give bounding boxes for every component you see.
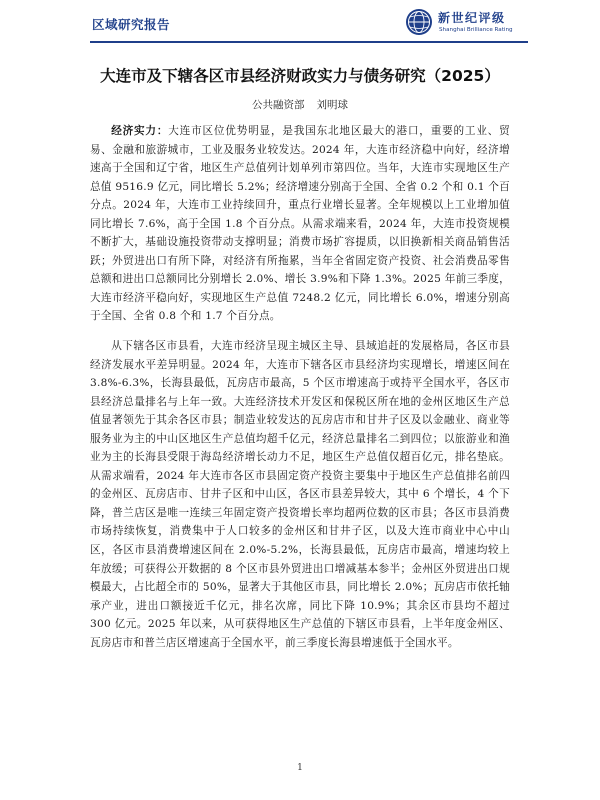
paragraph-text: 大连市区位优势明显，是我国东北地区最大的港口，重要的工业、贸易、金融和旅游城市，工业及服务业较发达。2024 年，大连市经济稳中向好，经济增速高于全国和辽宁省，地区生产总值列计划单列市第四位。当年，大连市实现地区生产总值 9516.9 亿元，同比增长 5.2%；经济增速分别高于全国、全省 0.2 个和 0.1 个百分点。2024 年，大连市工业持续回升，重点行业增长显著。全年规模以上工业增加值同比增长 7.6%，高于全国 1.8 个百分点。从需求端来看，2024 年，大连市投资规模不断扩大，基础设施投资带动支撑明显；消费市场扩容提质，以旧换新相关商品销售活跃；外贸进出口有所下降，对经济有所拖累，当年全省固定资产投资、社会消费品零售总额和进出口总额同比分别增长 2.0%、增长 3.9%和下降 1.3%。2025 年前三季度，大连市经济平稳向好，实现地区生产总值 7248.2 亿元，同比增长 6.0%，增速分别高于全国、全省 0.8 个和 1.7 个百分点。 [90,125,511,323]
paragraph-economic-strength [90,122,510,326]
author-line [0,97,600,112]
paragraph-district-overview [90,337,510,652]
header-divider [90,41,528,43]
department-name: 公共融资部 [252,99,305,111]
paragraph-lead: 经济实力： [111,125,169,137]
section-label: 区域研究报告 [92,17,171,32]
logo-chinese-name: 新世纪评级 [438,11,506,25]
document-body [90,122,510,652]
logo-english-name: Shanghai Brilliance Rating [439,27,513,33]
page-header [0,0,600,46]
globe-emblem-icon [405,8,433,36]
author-name: 刘明球 [316,99,348,111]
paragraph-text: 从下辖各区市县看，大连市经济呈现主城区主导、县域追赶的发展格局，各区市县经济发展水平差异明显。2024 年，大连市下辖各区市县经济均实现增长，增速区间在 3.8%-6.3%，长海县最低，瓦房店市最高，5 个区市增速高于或持平全国水平，各区市县经济总量排名与上年一致。大连经济技术开发区和保税区所在地的金州区地区生产总值显著领先于其余各区市县；制造业较发达的瓦房店市和甘井子区及以金融业、商业等服务业为主的中山区地区生产总值均超千亿元，经济总量排名二到四位；以旅游业和渔业为主的长海县受限于海岛经济增长动力不足，地区生产总值仅超百亿元，排名垫底。从需求端看，2024 年大连市各区市县固定资产投资主要集中于地区生产总值排名前四的金州区、瓦房店市、甘井子区和中山区，各区市县差异较大，其中 6 个增长，4 个下降，普兰店区是唯一连续三年固定资产投资增长率均超两位数的区市县；各区市县消费市场持续恢复，消费集中于人口较多的金州区和甘井子区，以及大连市商业中心中山区，各区市县消费增速区间在 2.0%-5.2%，长海县最低，瓦房店市最高，增速均较上年放缓；可获得公开数据的 8 个区市县外贸进出口增减基本参半；金州区外贸进出口规模最大，占比超全市的 50%，显著大于其他区市县，同比增长 2.0%；瓦房店市依托轴承产业，进出口额接近千亿元，排名次席，同比下降 10.9%；其余区市县均不超过 300 亿元。2025 年以来，从可获得地区生产总值的下辖区市县看，上半年度金州区、瓦房店市和普兰店区增速高于全国水平，前三季度长海县增速低于全国水平。 [90,340,510,649]
brand-logo [405,6,525,40]
page-number: 1 [297,763,303,773]
document-title: 大连市及下辖各区市县经济财政实力与债务研究（2025） [100,67,500,85]
